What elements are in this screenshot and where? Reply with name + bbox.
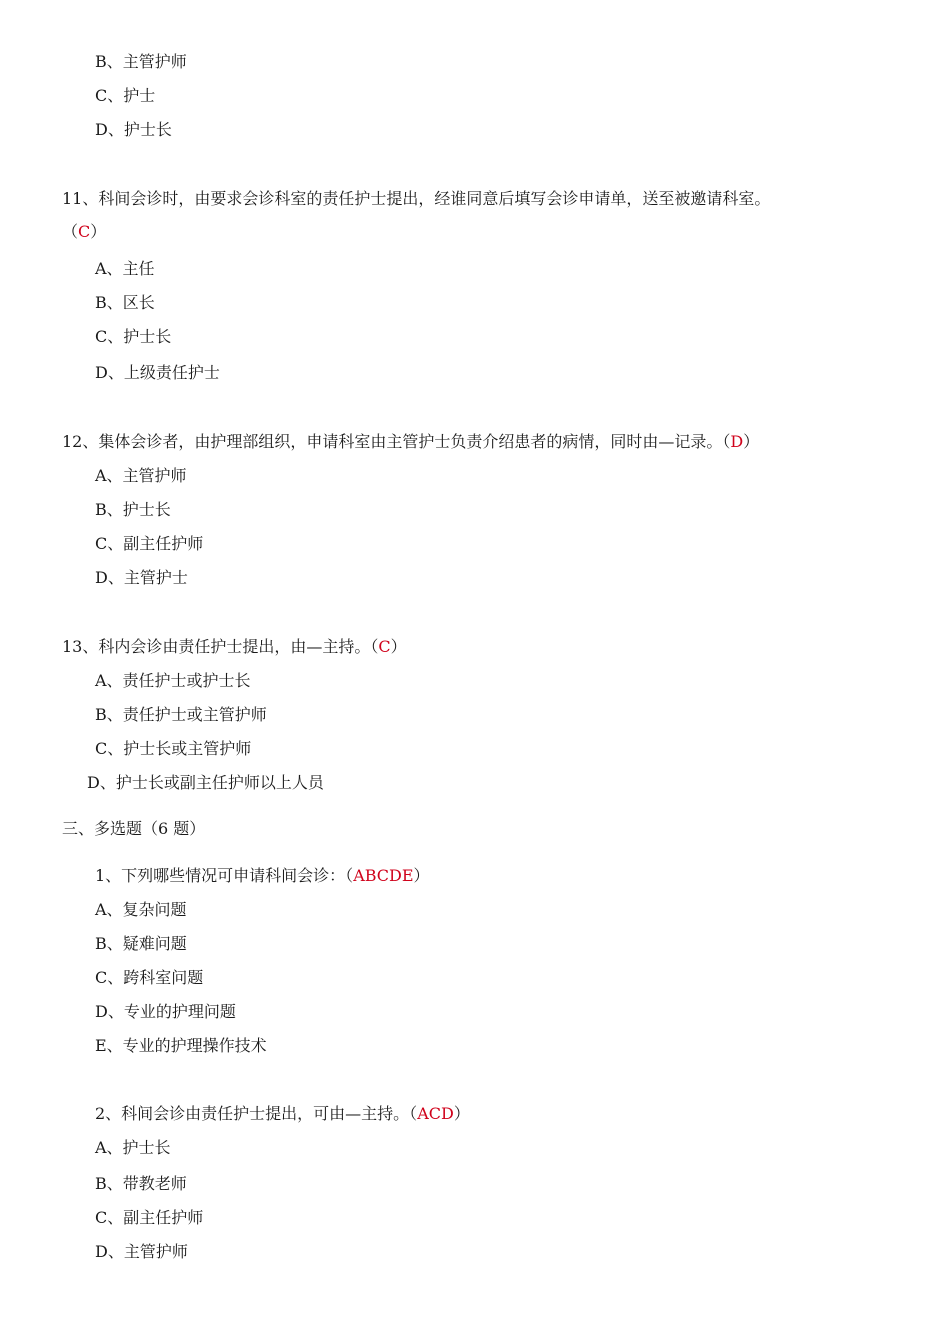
option-item: A、护士长 — [95, 1138, 171, 1157]
paren-close: ） — [413, 866, 430, 885]
option-item: B、主管护师 — [95, 52, 187, 71]
section-title: 三、多选题（6 题） — [62, 819, 206, 838]
paren-close: ） — [90, 222, 107, 241]
question-stem — [62, 637, 407, 657]
answer-key: ABCDE — [353, 866, 414, 885]
option-item: D、上级责任护士 — [95, 363, 220, 382]
stem-text: 1、下列哪些情况可申请科间会诊：（ — [95, 866, 354, 885]
option-item: A、责任护士或护士长 — [95, 671, 251, 690]
option-item: D、主管护师 — [95, 1242, 188, 1261]
question-stem-continuation — [62, 222, 106, 242]
question-stem — [95, 866, 430, 886]
option-item: C、副主任护师 — [95, 534, 204, 553]
stem-text: 13、科内会诊由责任护士提出，由—主持。（ — [62, 637, 379, 656]
question-stem — [95, 1104, 470, 1124]
option-item: B、护士长 — [95, 500, 171, 519]
option-item: B、责任护士或主管护师 — [95, 705, 267, 724]
paren-open: （ — [62, 222, 79, 241]
paren-close: ） — [453, 1104, 470, 1123]
answer-key: C — [78, 222, 91, 241]
option-item: D、护士长 — [95, 120, 172, 139]
option-item: E、专业的护理操作技术 — [95, 1036, 267, 1055]
option-item: C、护士 — [95, 86, 156, 105]
option-item: D、护士长或副主任护师以上人员 — [87, 773, 324, 792]
answer-key: C — [378, 637, 391, 656]
stem-text: 12、集体会诊者，由护理部组织，申请科室由主管护士负责介绍患者的病情，同时由—记录。（ — [62, 432, 731, 451]
option-item: C、副主任护师 — [95, 1208, 204, 1227]
stem-text: 2、科间会诊由责任护士提出，可由—主持。（ — [95, 1104, 418, 1123]
option-item: A、主任 — [95, 259, 155, 278]
paren-close: ） — [743, 432, 760, 451]
option-item: B、区长 — [95, 293, 155, 312]
answer-key: D — [730, 432, 744, 451]
answer-key: ACD — [417, 1104, 454, 1123]
option-item: A、主管护师 — [95, 466, 187, 485]
option-item: D、主管护士 — [95, 568, 188, 587]
option-item: B、带教老师 — [95, 1174, 187, 1193]
question-stem — [62, 432, 759, 452]
option-item: C、护士长或主管护师 — [95, 739, 252, 758]
paren-close: ） — [390, 637, 407, 656]
question-stem: 11、科间会诊时，由要求会诊科室的责任护士提出，经谁同意后填写会诊申请单，送至被邀请科室。 — [62, 189, 771, 208]
option-item: D、专业的护理问题 — [95, 1002, 236, 1021]
option-item: C、护士长 — [95, 327, 172, 346]
option-item: C、跨科室问题 — [95, 968, 204, 987]
option-item: B、疑难问题 — [95, 934, 187, 953]
option-item: A、复杂问题 — [95, 900, 187, 919]
